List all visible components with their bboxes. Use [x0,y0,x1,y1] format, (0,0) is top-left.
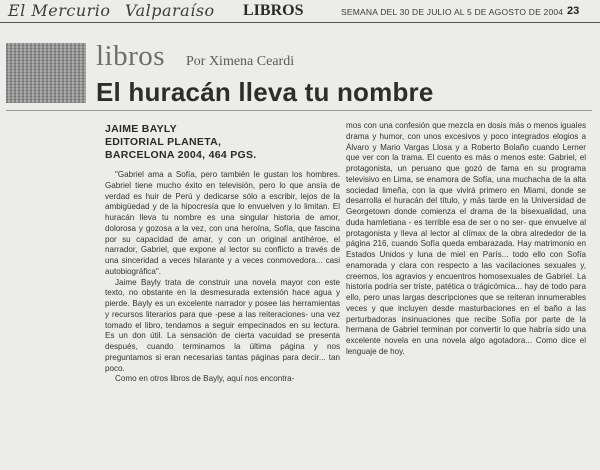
article-column-2 [346,121,586,468]
headline-rule [6,110,592,111]
book-info [105,123,345,162]
book-author: JAIME BAYLY [105,123,177,135]
page-header [0,0,600,22]
article-paragraph: mos con una confesión que mezcla en dosis más o menos iguales drama y humor, con unos excesivos y poco integrados elogios a Álvaro y Mario Vargas Llosa y a Roberto Bolaño cuando Lerner que ver con la trama. El cuento es más o menos este: Gabriel, el protagonista, un peruano que gozó de fama en su programa televisivo en Lima, se enamora de Sofía, una muchacha de la alta sociedad limeña, con la que vivirá primero en Miami, donde se desarrolla el huracán del título, y más tarde en la Universidad de Georgetown donde comienza el drama de la bisexualidad, una duda hamletiana - es terrible esa de ser o no ser- que envuelve al protagonista y lleva al lector al clímax de la obra alrededor de la página 216, cuando Sofía queda embarazada. Hay matrimonio en Estados Unidos y luna de miel en París... todo ello con Sofía enamorada y clara con respecto a las vacilaciones sexuales y, creemos, los agravios y encuentros homosexuales de Gabriel. La historia podría ser triste, patética o trágicómica... hay de todo para ello, pero unas largas descripciones que se reiteran innumerables veces y que incluyen desde masturbaciones en el baño a las perturbadoras insinuaciones que recibe Sofía por parte de la hermana de Gabriel terminan por convertir lo que habría sido una excelente novela en una novela algo agotadora... Como dice el lenguaje de hoy. [346,121,586,356]
columnist-photo [6,43,86,103]
section-label: LIBROS [243,2,304,19]
masthead-name: El Mercurio [8,1,111,20]
book-place-year-pages: BARCELONA 2004, 464 PGS. [105,149,257,161]
book-publisher: EDITORIAL PLANETA, [105,136,222,148]
issue-dateline: SEMANA DEL 30 DE JULIO AL 5 DE AGOSTO DE 2004 [341,7,564,17]
header-rule [0,22,600,23]
column-byline: Por Ximena Ceardi [186,54,295,69]
column-kicker: libros [96,40,166,72]
article-paragraph: "Gabriel ama a Sofía, pero también le gustan los hombres. Gabriel tiene mucho éxito en televisión, pero lo que ansía de verdad es huir de Perú y dedicarse sólo a escribir, lejos de la ambigüedad y de la hipocresía que lo envuelven y lo limitan. El huracán lleva tu nombre es una singular historia de amor, dolorosa y gozosa a la vez, con una heroína, Sofía, que fascina por su capacidad de amar, y con un original antihéroe, el narrador, Gabriel, que expone al lector su conflicto a través de una sinceridad a veces hilarante y a veces conmovedora... casi autobiográfica". [105,170,340,276]
masthead-city: Valparaíso [125,1,215,20]
article-column-1 [105,170,340,468]
page-number: 23 [567,5,580,17]
article-paragraph: Como en otros libros de Bayly, aquí nos encontra- [115,374,295,384]
article-headline: El huracán lleva tu nombre [96,77,434,107]
article-paragraph: Jaime Bayly trata de construir una novela mayor con este texto, no obstante en la desmesurada extensión hace agua y pierde. Bayly es un excelente narrador y posee las herramientas y recursos literarios para que -pese a las reiteraciones- una vez tomado el libro, tendamos a seguir empecinados en su lectura. Es un don útil. La sensación de cierta vacuidad se presenta después, cuando terminamos la última página y nos preguntamos si eran necesarias tantas páginas para decir... tan poco. [105,277,340,373]
